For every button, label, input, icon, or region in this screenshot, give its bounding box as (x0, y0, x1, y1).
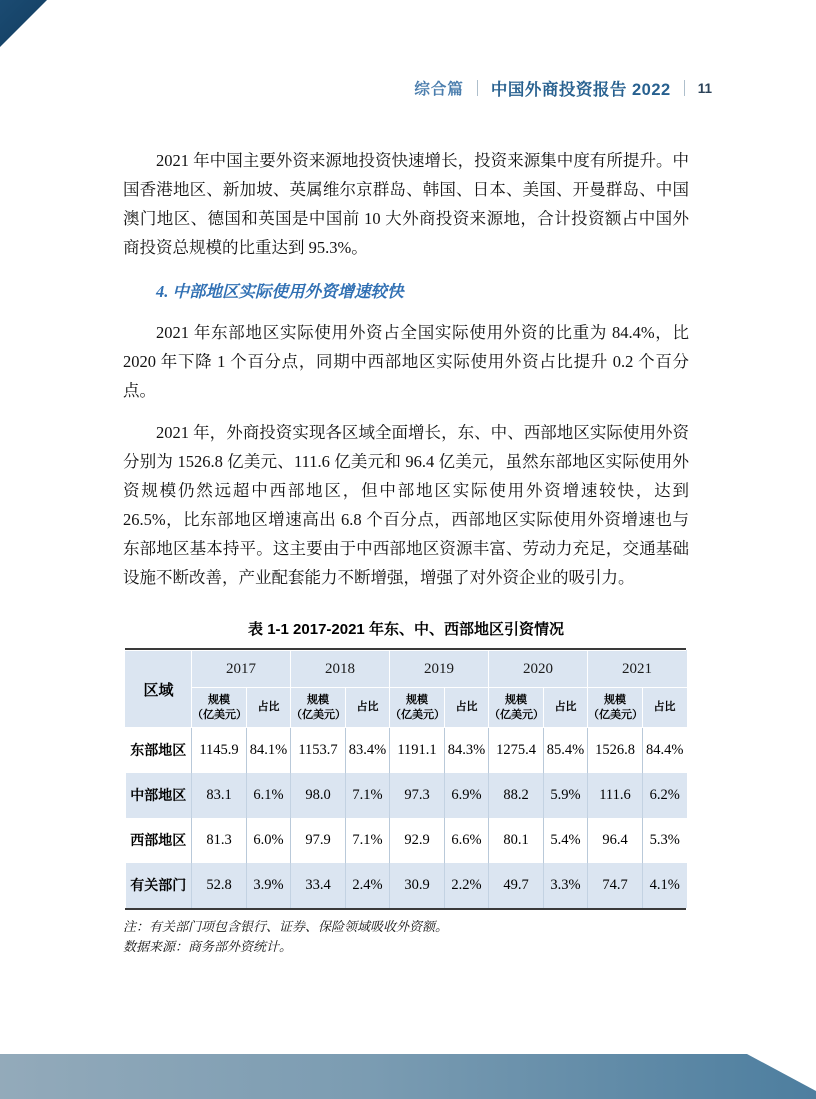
cell-value: 2.2% (445, 863, 489, 908)
cell-value: 3.9% (247, 863, 291, 908)
corner-triangle-decoration (0, 0, 47, 47)
cell-value: 33.4 (291, 863, 346, 908)
cell-value: 5.3% (643, 818, 687, 863)
table-row-central (126, 773, 687, 818)
column-header-scale (588, 688, 643, 728)
scale-unit-label: （亿美元） (489, 708, 544, 721)
page-header (414, 76, 712, 100)
cell-value: 98.0 (291, 773, 346, 818)
page-number: 11 (697, 80, 712, 96)
regional-investment-table-wrap (125, 648, 686, 910)
cell-value: 1275.4 (489, 728, 544, 773)
table-source-note: 数据来源：商务部外资统计。 (123, 938, 293, 954)
paragraph-regional-growth: 2021 年，外商投资实现各区域全面增长，东、中、西部地区实际使用外资分别为 1526.8 亿美元、111.6 亿美元和 96.4 亿美元，虽然东部地区实际使用外资规模仍然远超中西部地区，但中部地区实际使用外资增速较快，达到 26.5%，比东部地区增速高出 6.8 个百分点，西部地区实际使用外资增速也与东部地区基本持平。这主要由于中西部地区资源丰富、劳动力充足，交通基础设施不断改善，产业配套能力不断增强，增强了对外资企业的吸引力。 (123, 423, 689, 587)
row-label: 东部地区 (130, 742, 187, 759)
column-header-year: 2019 (390, 651, 489, 688)
cell-value: 1191.1 (390, 728, 445, 773)
column-header-share: 占比 (643, 688, 687, 728)
cell-value: 1153.7 (291, 728, 346, 773)
column-header-scale (489, 688, 544, 728)
scale-label: 规模 (208, 694, 230, 707)
cell-value: 7.1% (346, 773, 390, 818)
cell-value: 6.9% (445, 773, 489, 818)
cell-value: 2.4% (346, 863, 390, 908)
cell-value: 84.3% (445, 728, 489, 773)
table-note: 注：有关部门项包含银行、证券、保险领域吸收外资额。 (123, 918, 449, 934)
column-header-year: 2020 (489, 651, 588, 688)
section-heading-4: 4. 中部地区实际使用外资增速较快 (156, 282, 404, 301)
cell-value: 96.4 (588, 818, 643, 863)
column-header-share: 占比 (544, 688, 588, 728)
cell-value: 30.9 (390, 863, 445, 908)
cell-value: 84.1% (247, 728, 291, 773)
table-notes (123, 917, 689, 957)
column-header-year: 2017 (192, 651, 291, 688)
cell-value: 97.9 (291, 818, 346, 863)
cell-value: 83.4% (346, 728, 390, 773)
scale-label: 规模 (505, 694, 527, 707)
column-header-scale (192, 688, 247, 728)
column-header-share: 占比 (445, 688, 489, 728)
row-label: 西部地区 (130, 832, 187, 848)
scale-label: 规模 (307, 694, 329, 707)
cell-value: 92.9 (390, 818, 445, 863)
page-content (123, 146, 689, 957)
table-header-subs-row (126, 688, 687, 728)
cell-value: 52.8 (192, 863, 247, 908)
cell-value: 74.7 (588, 863, 643, 908)
scale-unit-label: （亿美元） (291, 708, 346, 721)
regional-investment-table (125, 650, 687, 908)
table-caption: 表 1-1 2017-2021 年东、中、西部地区引资情况 (248, 621, 564, 638)
cell-value: 49.7 (489, 863, 544, 908)
column-header-year: 2021 (588, 651, 687, 688)
table-row-departments (126, 863, 687, 908)
column-header-year: 2018 (291, 651, 390, 688)
cell-value: 88.2 (489, 773, 544, 818)
cell-value: 111.6 (588, 773, 643, 818)
cell-value: 83.1 (192, 773, 247, 818)
table-row-west (126, 818, 687, 863)
column-header-scale (291, 688, 346, 728)
scale-unit-label: （亿美元） (192, 708, 247, 721)
header-divider-icon (684, 80, 685, 96)
cell-value: 4.1% (643, 863, 687, 908)
cell-value: 81.3 (192, 818, 247, 863)
scale-label: 规模 (604, 694, 626, 707)
scale-label: 规模 (406, 694, 428, 707)
scale-unit-label: （亿美元） (390, 708, 445, 721)
cell-value: 6.1% (247, 773, 291, 818)
row-label: 有关部门 (130, 877, 187, 893)
header-report-title: 中国外商投资报告 2022 (490, 81, 671, 99)
column-header-share: 占比 (247, 688, 291, 728)
cell-value: 97.3 (390, 773, 445, 818)
cell-value: 6.0% (247, 818, 291, 863)
cell-value: 1526.8 (588, 728, 643, 773)
paragraph-sources: 2021 年中国主要外资来源地投资快速增长，投资来源集中度有所提升。中国香港地区、新加坡、英属维尔京群岛、韩国、日本、美国、开曼群岛、中国澳门地区、德国和英国是中国前 10 大外商投资来源地，合计投资额占中国外商投资总规模的比重达到 95.3%。 (123, 151, 689, 257)
cell-value: 5.9% (544, 773, 588, 818)
cell-value: 6.6% (445, 818, 489, 863)
cell-value: 85.4% (544, 728, 588, 773)
bottom-band-decoration (0, 1054, 816, 1099)
cell-value: 80.1 (489, 818, 544, 863)
table-row-east (126, 728, 687, 773)
cell-value: 84.4% (643, 728, 687, 773)
cell-value: 6.2% (643, 773, 687, 818)
row-label: 中部地区 (130, 787, 187, 803)
table-header-years-row (126, 651, 687, 688)
paragraph-east-share: 2021 年东部地区实际使用外资占全国实际使用外资的比重为 84.4%，比 2020 年下降 1 个百分点，同期中西部地区实际使用外资占比提升 0.2 个百分点。 (123, 323, 689, 400)
header-divider-icon (477, 80, 478, 96)
cell-value: 1145.9 (192, 728, 247, 773)
cell-value: 3.3% (544, 863, 588, 908)
column-header-scale (390, 688, 445, 728)
cell-value: 5.4% (544, 818, 588, 863)
scale-unit-label: （亿美元） (588, 708, 643, 721)
column-header-share: 占比 (346, 688, 390, 728)
cell-value: 7.1% (346, 818, 390, 863)
header-section-label: 综合篇 (414, 81, 464, 98)
column-header-region: 区域 (126, 651, 192, 728)
